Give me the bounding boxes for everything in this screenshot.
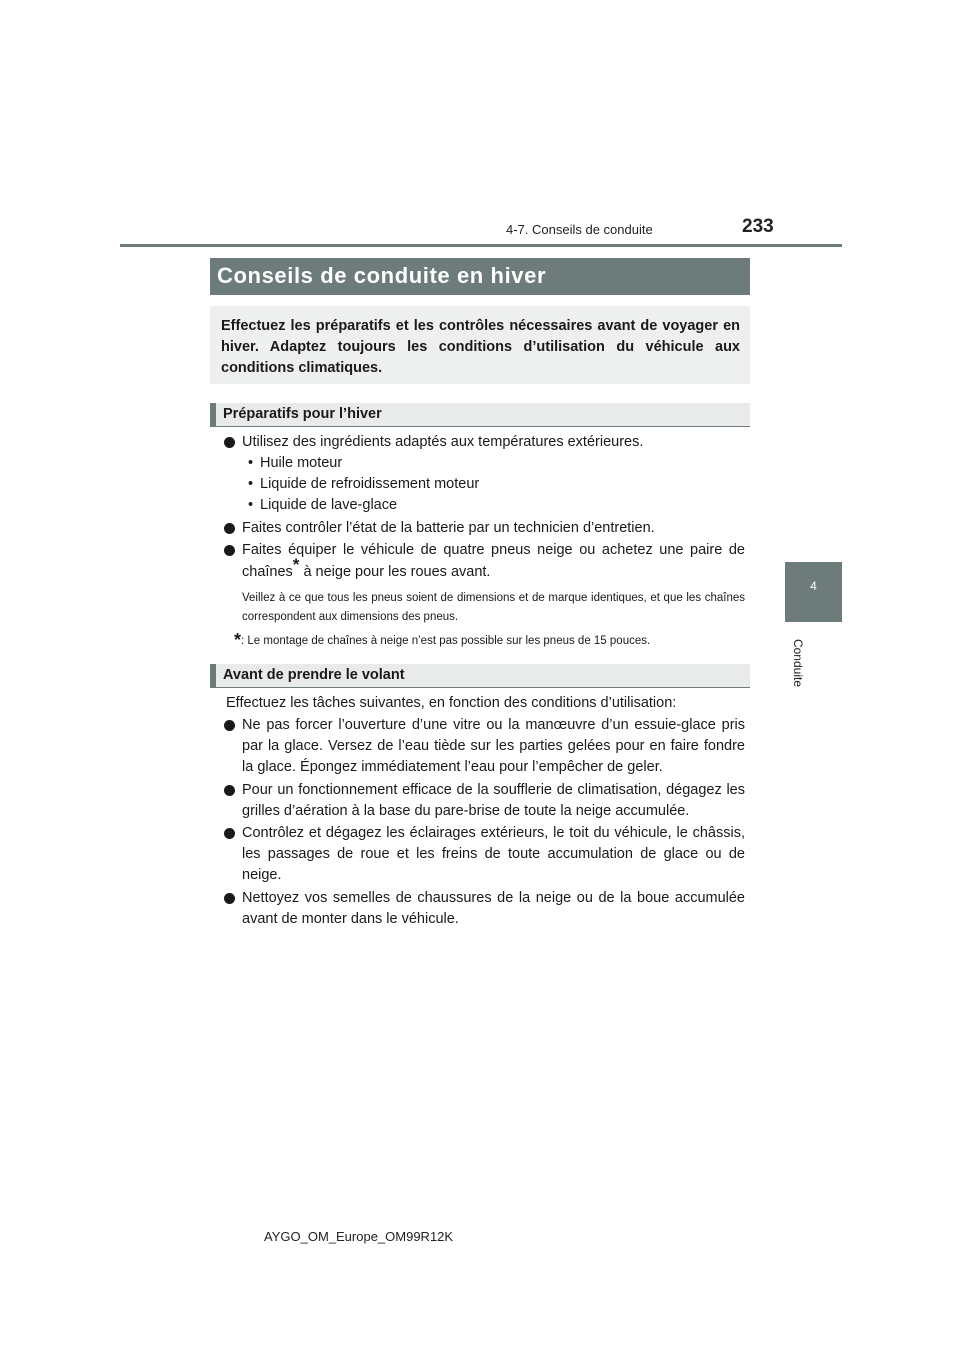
bullet-icon bbox=[224, 893, 235, 904]
chains-word: chaînes bbox=[242, 564, 293, 580]
bullet-text-continued bbox=[242, 555, 745, 583]
bullet-text: Contrôlez et dégagez les éclairages extérieurs, le toit du véhicule, le châssis, les passages de roue et les freins de toute accumulation de glace ou de neige. bbox=[242, 825, 745, 883]
chapter-number: 4 bbox=[810, 579, 817, 593]
chapter-label: Conduite bbox=[791, 638, 805, 688]
footnote bbox=[234, 628, 754, 649]
dash-icon: • bbox=[248, 476, 254, 492]
chapter-tab bbox=[785, 562, 842, 622]
bullet-text: Faites contrôler l’état de la batterie par un technicien d’entretien. bbox=[242, 520, 655, 536]
bullet-icon bbox=[224, 785, 235, 796]
page-title: Conseils de conduite en hiver bbox=[217, 263, 547, 288]
asterisk-icon: * bbox=[234, 630, 242, 650]
bullet-icon bbox=[224, 545, 235, 556]
document-code: AYGO_OM_Europe_OM99R12K bbox=[264, 1229, 454, 1244]
footnote-text: : Le montage de chaînes à neige n’est pas possible sur les pneus de 15 pouces. bbox=[241, 635, 651, 647]
bullet-text: Faites équiper le véhicule de quatre pneus neige ou achetez une paire de bbox=[242, 542, 745, 558]
dash-icon: • bbox=[248, 455, 254, 471]
title-banner bbox=[210, 258, 750, 295]
page-number: 233 bbox=[742, 216, 774, 237]
header-rule bbox=[120, 244, 842, 247]
subheading-before-driving bbox=[210, 664, 750, 688]
note-text: Veillez à ce que tous les pneus soient de dimensions et de marque identiques, et que les chaînes correspondent aux dimensions des pneus. bbox=[242, 592, 745, 623]
subheading-text: Avant de prendre le volant bbox=[223, 667, 405, 683]
list-item: Liquide de refroidissement moteur bbox=[260, 476, 480, 492]
intro-text: Effectuez les préparatifs et les contrôles nécessaires avant de voyager en hiver. Adaptez toujours les conditions d’utilisation du véhicule aux conditions climatiques. bbox=[221, 318, 740, 376]
subheading-accent bbox=[210, 664, 216, 688]
bullet-icon bbox=[224, 828, 235, 839]
bullet-text: Ne pas forcer l’ouverture d’une vitre ou la manœuvre d’un essuie-glace pris par la glace. Versez de l’eau tiède sur les parties gelées pour en faire fondre la glace. Épongez immédiatement l’eau pour l’empêcher de geler. bbox=[242, 717, 745, 775]
list-item: Liquide de lave-glace bbox=[260, 497, 398, 513]
bullet-icon bbox=[224, 437, 235, 448]
bullet-text: Utilisez des ingrédients adaptés aux températures extérieures. bbox=[242, 434, 644, 450]
list-item: Huile moteur bbox=[260, 455, 343, 471]
section-title: 4-7. Conseils de conduite bbox=[506, 222, 653, 237]
bullet-icon bbox=[224, 523, 235, 534]
chains-rest: à neige pour les roues avant. bbox=[299, 564, 491, 580]
bullet-text: Pour un fonctionnement efficace de la soufflerie de climatisation, dégagez les grilles d’aération à la base du pare-brise de toute la neige accumulée. bbox=[242, 782, 745, 819]
asterisk-icon: * bbox=[292, 555, 300, 574]
subheading-text: Préparatifs pour l’hiver bbox=[223, 406, 382, 422]
intro-box bbox=[210, 306, 750, 384]
bullet-icon bbox=[224, 720, 235, 731]
bullet-text: Nettoyez vos semelles de chaussures de la neige ou de la boue accumulée avant de monter dans le véhicule. bbox=[242, 890, 745, 927]
subheading-winter-prep bbox=[210, 403, 750, 427]
subheading-accent bbox=[210, 403, 216, 427]
dash-icon: • bbox=[248, 497, 254, 513]
lead-text: Effectuez les tâches suivantes, en fonction des conditions d’utilisation: bbox=[226, 695, 677, 711]
